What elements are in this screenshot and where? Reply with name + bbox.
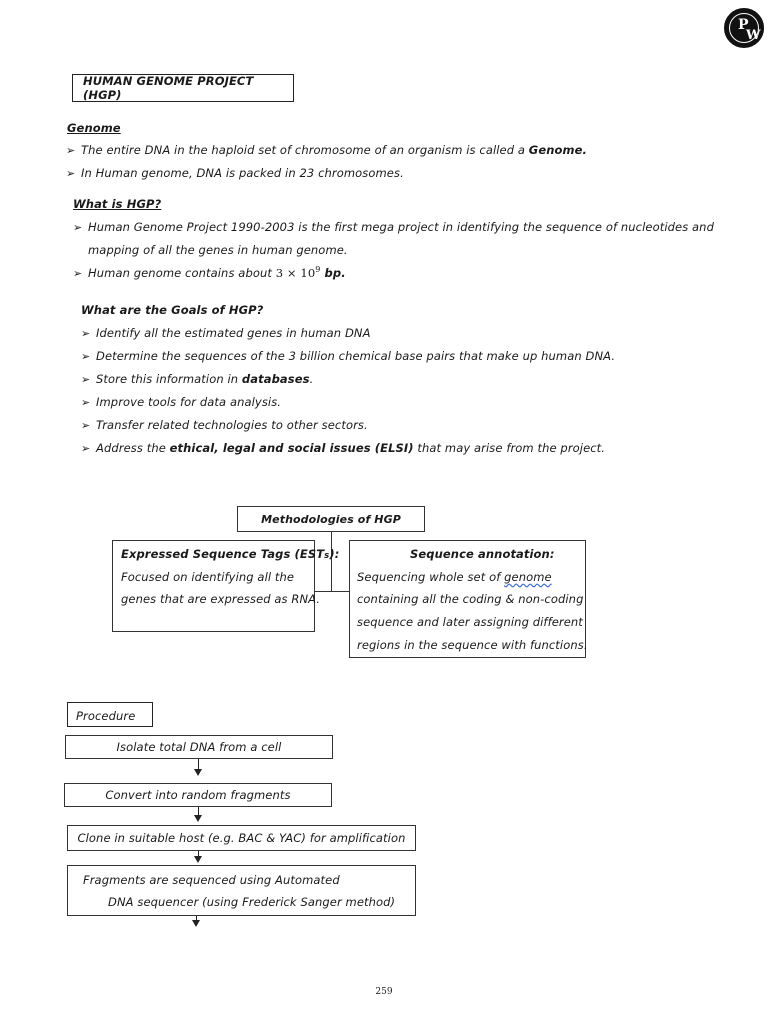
bullet-arrow-icon: ➢ — [66, 144, 76, 157]
goal-item-4 — [81, 395, 281, 409]
procedure-label: Procedure — [76, 709, 136, 723]
genome-heading: Genome — [67, 121, 121, 135]
procedure-step-2-text: Convert into random fragments — [105, 788, 291, 802]
genome-point-1-text: The entire DNA in the haploid set of chromosome of an organism is called a — [81, 143, 529, 157]
bullet-arrow-icon: ➢ — [66, 167, 76, 180]
bullet-arrow-icon: ➢ — [73, 266, 83, 280]
genome-point-2-text: In Human genome, DNA is packed in 23 chromosomes. — [81, 166, 404, 180]
what-is-hgp-heading: What is HGP? — [73, 197, 162, 211]
goal-item-6-bold: ethical, legal and social issues (ELSI) — [169, 441, 414, 455]
procedure-step-4-line-1: Fragments are sequenced using Automated — [83, 873, 340, 887]
annotation-line-2: containing all the coding & non-coding — [357, 592, 584, 606]
page-title-box — [72, 74, 294, 102]
bullet-arrow-icon: ➢ — [73, 221, 83, 234]
est-heading-a: Expressed Sequence Tags (EST — [121, 547, 325, 561]
logo-letter-p: P — [738, 17, 749, 33]
procedure-step-1-text: Isolate total DNA from a cell — [116, 740, 282, 754]
arrow-down-icon — [194, 815, 202, 822]
arrow-down-icon — [194, 856, 202, 863]
procedure-step-2 — [64, 783, 332, 807]
goal-item-1 — [81, 326, 371, 340]
annotation-line-3: sequence and later assigning different — [357, 615, 583, 629]
goal-item-6-end: that may arise from the project. — [413, 441, 606, 455]
goal-item-3-end: . — [309, 372, 314, 386]
est-line-1: Focused on identifying all the — [121, 570, 295, 584]
logo-ring — [729, 13, 759, 43]
goal-item-5-text: Transfer related technologies to other sectors. — [96, 418, 368, 432]
page-number: 259 — [375, 987, 393, 997]
goal-item-3-bold: databases — [241, 372, 310, 386]
bullet-arrow-icon: ➢ — [81, 327, 91, 340]
est-line-2: genes that are expressed as RNA. — [121, 592, 321, 606]
methodologies-title: Methodologies of HGP — [261, 512, 401, 526]
goal-item-5 — [81, 418, 368, 432]
genome-point-1 — [66, 143, 587, 157]
hgp-point-2-value: 3 × 10 — [275, 265, 316, 280]
arrow-down-icon — [194, 769, 202, 776]
goal-item-3 — [81, 372, 313, 386]
annotation-line-1 — [357, 570, 552, 584]
pw-logo — [724, 8, 764, 48]
hgp-point-1-line-2: mapping of all the genes in human genome. — [88, 243, 348, 257]
methodologies-box — [237, 506, 425, 532]
genome-point-2 — [66, 166, 404, 180]
goal-item-4-text: Improve tools for data analysis. — [96, 395, 282, 409]
goal-item-6 — [81, 441, 605, 455]
arrow-down-icon — [192, 920, 200, 927]
annotation-heading: Sequence annotation: — [410, 547, 555, 561]
goal-item-6-text: Address the — [96, 441, 170, 455]
hgp-point-2-text: Human genome contains about — [88, 265, 276, 280]
goal-item-3-text: Store this information in — [96, 372, 242, 386]
procedure-step-1 — [65, 735, 333, 759]
hgp-point-2-exponent: 9 — [315, 265, 321, 274]
hgp-point-1 — [73, 220, 714, 234]
est-heading-small: s — [324, 551, 330, 561]
goal-item-2-text: Determine the sequences of the 3 billion chemical base pairs that make up human DNA. — [96, 349, 616, 363]
logo-letter-w: W — [746, 28, 761, 43]
annotation-box — [349, 540, 586, 658]
bullet-arrow-icon: ➢ — [81, 396, 91, 409]
procedure-step-3 — [67, 825, 416, 851]
goal-item-2 — [81, 349, 615, 363]
goals-heading: What are the Goals of HGP? — [81, 303, 264, 317]
procedure-step-3-text: Clone in suitable host (e.g. BAC & YAC) for amplification — [77, 831, 406, 845]
procedure-label-box — [67, 702, 153, 727]
genome-point-1-bold: Genome. — [528, 143, 587, 157]
est-heading — [121, 547, 339, 561]
procedure-step-4 — [67, 865, 416, 916]
hgp-point-2-unit: bp. — [320, 265, 346, 280]
bullet-arrow-icon: ➢ — [81, 350, 91, 363]
est-box — [112, 540, 340, 632]
est-heading-b: ): — [329, 547, 340, 561]
annotation-line-1-b: genome — [504, 570, 552, 584]
goal-item-1-text: Identify all the estimated genes in human DNA — [96, 326, 371, 340]
annotation-line-4: regions in the sequence with functions. — [357, 638, 588, 652]
bullet-arrow-icon: ➢ — [81, 442, 91, 455]
hgp-point-2 — [73, 265, 346, 280]
bullet-arrow-icon: ➢ — [81, 419, 91, 432]
annotation-line-1-a: Sequencing whole set of — [357, 570, 505, 584]
page-title: HUMAN GENOME PROJECT (HGP) — [83, 74, 254, 102]
bullet-arrow-icon: ➢ — [81, 373, 91, 386]
procedure-step-4-line-2: DNA sequencer (using Frederick Sanger method) — [108, 895, 396, 909]
hgp-point-1-line-1: Human Genome Project 1990-2003 is the first mega project in identifying the sequence of nucleotides and — [88, 220, 714, 234]
